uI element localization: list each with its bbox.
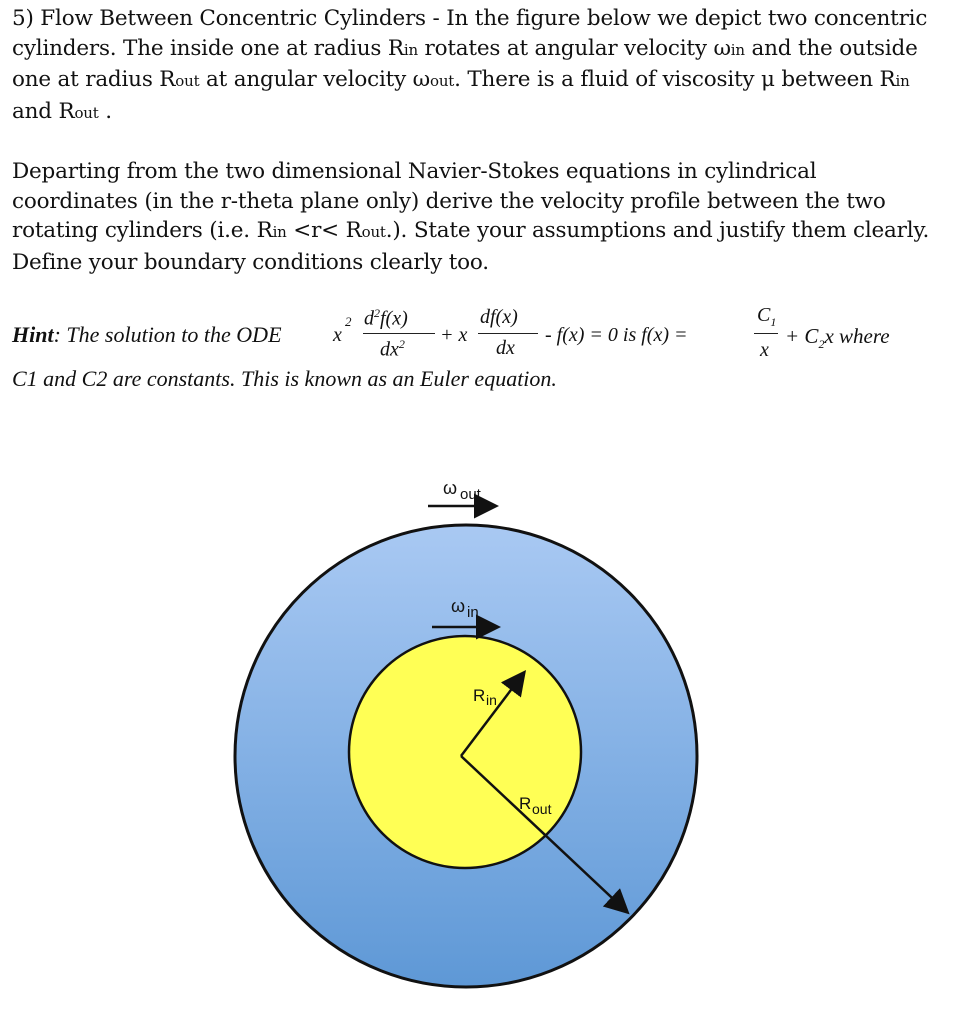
r-in-label: R (473, 686, 486, 705)
hint-note: C1 and C2 are constants. This is known as an Euler equation. (12, 366, 557, 391)
r-out-sub: out (532, 801, 552, 817)
hint-lead: Hint: The solution to the ODE (12, 322, 282, 347)
problem-task: Departing from the two dimensional Navier-Stokes equations in cylindrical coordinates (in the r-theta plane only) derive the velocity profile between the two rotating cylinders (i.e. Rin <r< Rout.). State your assumptions and justify them clearly. Define your boundary conditions clearly too. (12, 159, 930, 275)
r-out-label: R (519, 794, 532, 813)
problem-intro: 5) Flow Between Concentric Cylinders - In the figure below we depict two concentric cylinders. The inside one at radius Rin rotates at angular velocity ωin and the outside one at radius Rout at angular velocity ωout. There is a fluid of viscosity μ between Rin and Rout . (12, 6, 928, 124)
r-in-sub: in (486, 692, 497, 708)
omega-in-symbol: ω (451, 596, 466, 616)
omega-out-sub: out (460, 486, 481, 503)
omega-in-sub: in (467, 604, 479, 621)
omega-out-symbol: ω (443, 478, 458, 498)
